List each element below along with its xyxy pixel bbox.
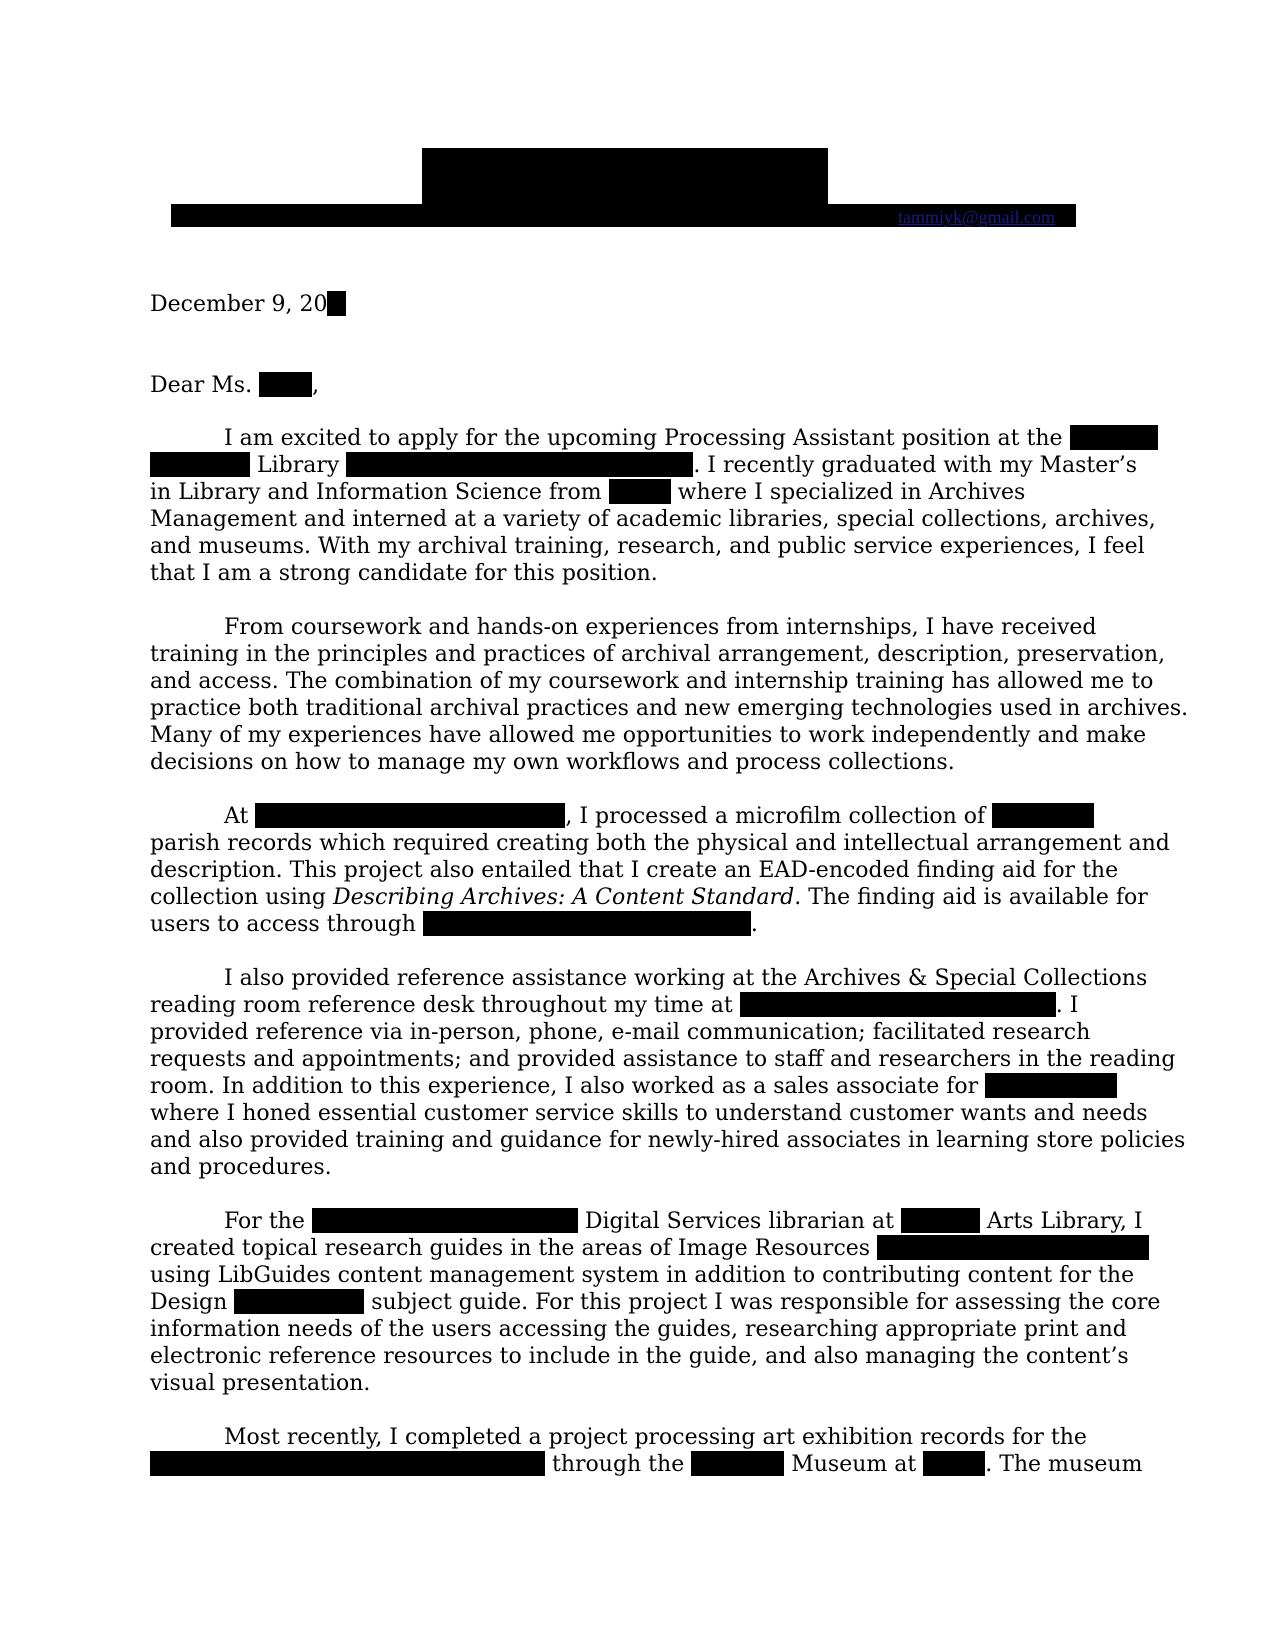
- redaction: [346, 452, 693, 477]
- redaction: [923, 1451, 985, 1476]
- body-line: [150, 965, 1148, 992]
- redaction: [423, 911, 751, 936]
- body-text: electronic reference resources to include in the guide, and also managing the content’s: [150, 1344, 1129, 1369]
- body-line: [150, 641, 1166, 668]
- salutation-text: Dear Ms.: [150, 373, 253, 398]
- email-link[interactable]: tammiyk@gmail.com: [898, 207, 1056, 227]
- body-text: using LibGuides content management system in addition to contributing content for the: [150, 1263, 1135, 1288]
- body-text: . The museum: [985, 1452, 1143, 1477]
- body-text: visual presentation.: [150, 1371, 371, 1396]
- body-line: [150, 1343, 1129, 1370]
- body-line: [150, 911, 1125, 938]
- body-text: From coursework and hands-on experiences from internships, I have received: [224, 615, 1097, 640]
- body-text: decisions on how to manage my own workflows and process collections.: [150, 750, 955, 775]
- body-text: . I: [1055, 993, 1079, 1018]
- redaction: [609, 479, 671, 504]
- body-text: collection using: [150, 885, 327, 910]
- date-text: December 9, 20: [150, 292, 328, 317]
- redaction: [150, 452, 250, 477]
- body-text: users to access through: [150, 912, 416, 937]
- letter-date: [150, 291, 346, 318]
- body-line: [150, 722, 1147, 749]
- body-line: [150, 1262, 1135, 1289]
- body-line: [150, 1100, 1148, 1127]
- body-line: [150, 884, 1148, 911]
- book-title: Describing Archives: A Content Standard: [333, 885, 795, 910]
- body-text: where I honed essential customer service skills to understand customer wants and needs: [150, 1101, 1148, 1126]
- body-text: and procedures.: [150, 1155, 332, 1180]
- body-text: For the: [224, 1209, 305, 1234]
- body-text: Digital Services librarian at: [584, 1209, 894, 1234]
- body-line: [150, 857, 1125, 884]
- body-line: [150, 1289, 1161, 1316]
- body-text: through the: [552, 1452, 685, 1477]
- body-line: [150, 1370, 1125, 1397]
- redaction: [327, 291, 346, 316]
- body-line: [150, 1316, 1125, 1343]
- redaction: [234, 1289, 364, 1314]
- salutation: Dear Ms. ,: [150, 373, 320, 398]
- redaction: [312, 1208, 578, 1233]
- redaction: [255, 803, 565, 828]
- redaction: [150, 1451, 545, 1476]
- body-text: Arts Library, I: [986, 1209, 1143, 1234]
- body-text: .: [750, 912, 758, 937]
- body-line: [150, 1046, 1176, 1073]
- redacted-name-block: [422, 148, 828, 204]
- body-text: description. This project also entailed that I create an EAD-encoded finding aid for the: [150, 858, 1119, 883]
- body-line: [150, 803, 1125, 830]
- body-line: [150, 1424, 1125, 1451]
- body-text: subject guide. For this project I was responsible for assessing the core: [371, 1290, 1161, 1315]
- body-text: Museum at: [791, 1452, 917, 1477]
- body-text: created topical research guides in the areas of Image Resources: [150, 1236, 871, 1261]
- body-text: Library: [257, 453, 340, 478]
- body-text: that I am a strong candidate for this position.: [150, 561, 658, 586]
- body-line: [150, 668, 1154, 695]
- letter-body: [150, 425, 1189, 1478]
- body-text: . The finding aid is available for: [794, 885, 1148, 910]
- body-text: At: [224, 804, 249, 829]
- body-text: Design: [150, 1290, 228, 1315]
- body-line: [150, 425, 1125, 452]
- body-text: practice both traditional archival practices and new emerging technologies used in archives.: [150, 696, 1189, 721]
- body-text: I also provided reference assistance working at the Archives & Special Collections: [224, 966, 1148, 991]
- body-text: room. In addition to this experience, I also worked as a sales associate for: [150, 1074, 979, 1099]
- redaction: [691, 1451, 784, 1476]
- body-text: and also provided training and guidance for newly-hired associates in learning store policies: [150, 1128, 1186, 1153]
- body-line: [150, 506, 1156, 533]
- body-line: [150, 1127, 1186, 1154]
- body-line: [150, 614, 1125, 641]
- body-line: [150, 1019, 1125, 1046]
- body-text: Management and interned at a variety of academic libraries, special collections, archives,: [150, 507, 1156, 532]
- body-text: provided reference via in-person, phone, e-mail communication; facilitated research: [150, 1020, 1091, 1045]
- redaction: [1070, 425, 1158, 450]
- redaction: [877, 1235, 1149, 1260]
- body-line: [150, 992, 1125, 1019]
- body-line: [150, 1154, 1125, 1181]
- body-text: , I processed a microfilm collection of: [565, 804, 986, 829]
- redaction: [740, 992, 1056, 1017]
- redaction: [992, 803, 1094, 828]
- body-line: [150, 452, 1138, 479]
- body-text: in Library and Information Science from: [150, 480, 602, 505]
- body-line: [150, 1073, 1125, 1100]
- body-text: and access. The combination of my coursework and internship training has allowed me to: [150, 669, 1154, 694]
- body-text: parish records which required creating both the physical and intellectual arrangement and: [150, 831, 1170, 856]
- body-text: where I specialized in Archives: [677, 480, 1026, 505]
- body-line: [150, 1208, 1143, 1235]
- body-line: [150, 533, 1145, 560]
- body-text: training in the principles and practices of archival arrangement, description, preservation,: [150, 642, 1166, 667]
- redaction: [985, 1073, 1117, 1098]
- body-text: Many of my experiences have allowed me opportunities to work independently and make: [150, 723, 1147, 748]
- body-line: [150, 830, 1170, 857]
- body-line: [150, 695, 1189, 722]
- body-line: [150, 560, 1125, 587]
- body-text: Most recently, I completed a project processing art exhibition records for the: [224, 1425, 1087, 1450]
- body-text: information needs of the users accessing the guides, researching appropriate print and: [150, 1317, 1127, 1342]
- body-line: [150, 479, 1125, 506]
- body-text: reading room reference desk throughout my time at: [150, 993, 733, 1018]
- body-text: requests and appointments; and provided assistance to staff and researchers in the reading: [150, 1047, 1176, 1072]
- redaction: [259, 372, 312, 397]
- redaction: [901, 1208, 980, 1233]
- body-text: I am excited to apply for the upcoming Processing Assistant position at the: [224, 426, 1063, 451]
- body-line: [150, 749, 1125, 776]
- body-text: . I recently graduated with my Master’s: [693, 453, 1138, 478]
- body-line: [150, 1451, 1143, 1478]
- body-text: and museums. With my archival training, research, and public service experiences, I feel: [150, 534, 1145, 559]
- body-line: [150, 1235, 1125, 1262]
